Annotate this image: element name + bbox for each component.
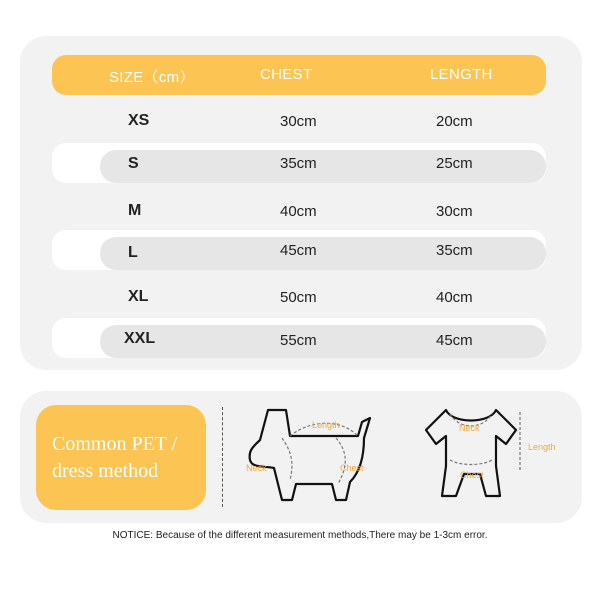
chest-cell: 50cm bbox=[280, 289, 317, 306]
garment-neck-label: Neck bbox=[459, 423, 480, 433]
method-line-1: Common PET / bbox=[52, 433, 178, 455]
row-band-inner bbox=[100, 150, 546, 183]
table-row bbox=[0, 230, 600, 270]
size-cell: M bbox=[128, 202, 142, 219]
chest-cell: 55cm bbox=[280, 332, 317, 349]
method-badge bbox=[36, 405, 206, 510]
table-row bbox=[0, 102, 600, 142]
size-cell: XL bbox=[128, 288, 149, 305]
header-length: LENGTH bbox=[430, 66, 493, 83]
method-line-2: dress method bbox=[52, 460, 159, 482]
garment-chest-label: Chest bbox=[460, 470, 484, 480]
size-cell: S bbox=[128, 155, 139, 172]
garment-length-label: Length bbox=[528, 442, 556, 452]
dog-neck-label: Neck bbox=[246, 463, 267, 473]
length-cell: 30cm bbox=[436, 203, 473, 220]
length-cell: 40cm bbox=[436, 289, 473, 306]
table-header bbox=[52, 55, 546, 95]
row-band-inner bbox=[100, 237, 546, 270]
size-cell: XXL bbox=[124, 330, 156, 347]
table-row bbox=[0, 278, 600, 318]
table-row bbox=[0, 143, 600, 183]
length-cell: 20cm bbox=[436, 113, 473, 130]
chest-cell: 45cm bbox=[280, 242, 317, 259]
size-cell: XS bbox=[128, 112, 150, 129]
length-cell: 35cm bbox=[436, 242, 473, 259]
header-chest: CHEST bbox=[260, 66, 313, 83]
dog-length-label: Length bbox=[312, 420, 340, 430]
chest-cell: 35cm bbox=[280, 155, 317, 172]
dashed-divider bbox=[222, 407, 223, 507]
header-size: SIZE（cm） bbox=[109, 69, 195, 86]
notice-text: NOTICE: Because of the different measurement methods,There may be 1-3cm error. bbox=[112, 530, 488, 541]
garment-icon bbox=[420, 400, 540, 510]
chest-cell: 30cm bbox=[280, 113, 317, 130]
size-cell: L bbox=[128, 244, 138, 261]
length-cell: 45cm bbox=[436, 332, 473, 349]
table-row bbox=[0, 192, 600, 232]
length-cell: 25cm bbox=[436, 155, 473, 172]
row-band-inner bbox=[100, 325, 546, 358]
dog-icon bbox=[240, 400, 390, 510]
chest-cell: 40cm bbox=[280, 203, 317, 220]
table-row bbox=[0, 318, 600, 358]
dog-chest-label: Chest bbox=[340, 463, 364, 473]
